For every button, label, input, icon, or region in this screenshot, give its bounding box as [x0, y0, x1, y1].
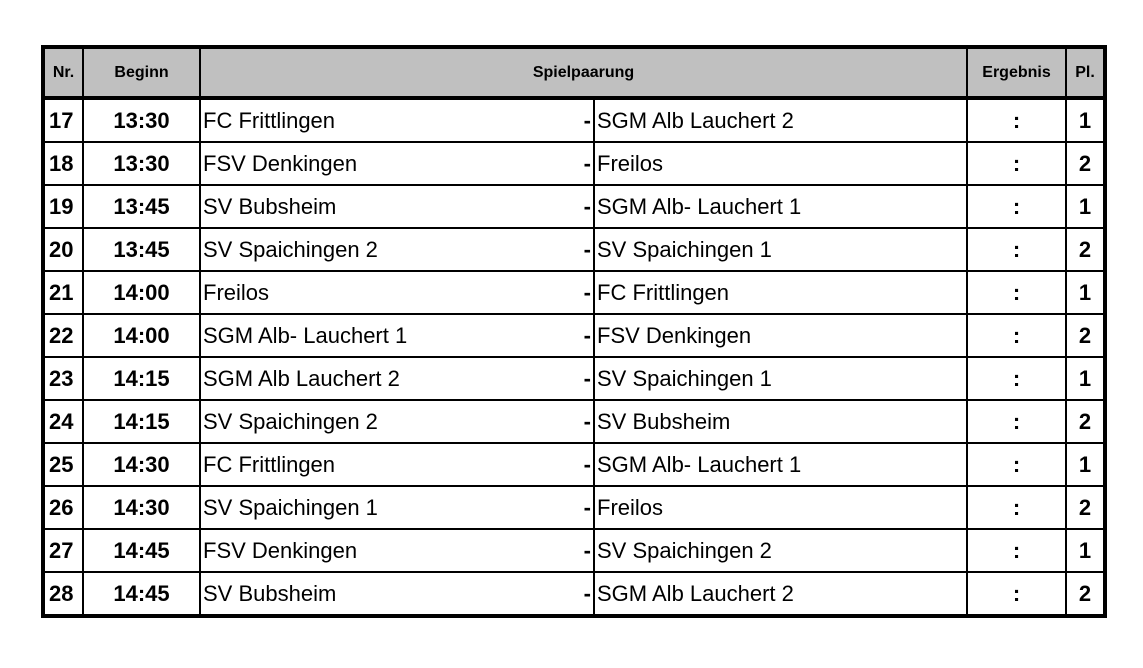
match-result: : [967, 271, 1066, 314]
away-team: SV Spaichingen 1 [594, 357, 967, 400]
header-nr: Nr. [43, 47, 83, 98]
table-row [43, 271, 1105, 314]
match-start-time: 13:30 [83, 98, 200, 142]
match-result: : [967, 142, 1066, 185]
match-schedule-table [41, 45, 1107, 618]
home-team-cell [200, 572, 594, 616]
pitch-number: 2 [1066, 314, 1105, 357]
table-row [43, 357, 1105, 400]
table-row [43, 228, 1105, 271]
home-team: Freilos [203, 279, 270, 305]
match-start-time: 13:45 [83, 185, 200, 228]
pairing-separator: - [583, 322, 591, 348]
table-row [43, 486, 1105, 529]
header-beginn: Beginn [83, 47, 200, 98]
match-start-time: 14:00 [83, 314, 200, 357]
away-team: SGM Alb Lauchert 2 [594, 98, 967, 142]
header-spielpaarung: Spielpaarung [200, 47, 967, 98]
match-number: 18 [43, 142, 83, 185]
match-result: : [967, 400, 1066, 443]
home-team: FSV Denkingen [203, 537, 358, 563]
table-row [43, 572, 1105, 616]
away-team: FC Frittlingen [594, 271, 967, 314]
home-team-cell [200, 185, 594, 228]
match-result: : [967, 357, 1066, 400]
pitch-number: 1 [1066, 271, 1105, 314]
away-team: SGM Alb Lauchert 2 [594, 572, 967, 616]
home-team-cell [200, 142, 594, 185]
pairing-separator: - [583, 279, 591, 305]
table-row [43, 142, 1105, 185]
match-result: : [967, 486, 1066, 529]
match-number: 20 [43, 228, 83, 271]
match-number: 26 [43, 486, 83, 529]
match-start-time: 13:30 [83, 142, 200, 185]
home-team-cell [200, 314, 594, 357]
header-pl: Pl. [1066, 47, 1105, 98]
pitch-number: 1 [1066, 529, 1105, 572]
match-number: 21 [43, 271, 83, 314]
pitch-number: 1 [1066, 185, 1105, 228]
pairing-separator: - [583, 537, 591, 563]
away-team: SGM Alb- Lauchert 1 [594, 443, 967, 486]
home-team-cell [200, 357, 594, 400]
home-team-cell [200, 486, 594, 529]
match-start-time: 14:00 [83, 271, 200, 314]
match-start-time: 14:30 [83, 443, 200, 486]
match-number: 19 [43, 185, 83, 228]
home-team-cell [200, 443, 594, 486]
home-team: FSV Denkingen [203, 150, 358, 176]
match-number: 25 [43, 443, 83, 486]
match-result: : [967, 98, 1066, 142]
pairing-separator: - [583, 236, 591, 262]
match-number: 22 [43, 314, 83, 357]
away-team: FSV Denkingen [594, 314, 967, 357]
pitch-number: 2 [1066, 400, 1105, 443]
match-number: 17 [43, 98, 83, 142]
match-start-time: 14:15 [83, 357, 200, 400]
match-result: : [967, 228, 1066, 271]
away-team: Freilos [594, 142, 967, 185]
home-team-cell [200, 228, 594, 271]
match-result: : [967, 185, 1066, 228]
match-number: 24 [43, 400, 83, 443]
pairing-separator: - [583, 365, 591, 391]
home-team-cell [200, 529, 594, 572]
home-team-cell [200, 271, 594, 314]
away-team: Freilos [594, 486, 967, 529]
home-team: FC Frittlingen [203, 451, 336, 477]
table-row [43, 443, 1105, 486]
pitch-number: 1 [1066, 98, 1105, 142]
away-team: SGM Alb- Lauchert 1 [594, 185, 967, 228]
match-start-time: 14:15 [83, 400, 200, 443]
away-team: SV Spaichingen 2 [594, 529, 967, 572]
pairing-separator: - [583, 451, 591, 477]
home-team: SGM Alb Lauchert 2 [203, 365, 400, 391]
table-row [43, 314, 1105, 357]
table-row [43, 529, 1105, 572]
match-start-time: 14:30 [83, 486, 200, 529]
match-result: : [967, 443, 1066, 486]
table-row [43, 98, 1105, 142]
pairing-separator: - [583, 494, 591, 520]
home-team-cell [200, 400, 594, 443]
home-team: SV Spaichingen 1 [203, 494, 378, 520]
pairing-separator: - [583, 408, 591, 434]
match-result: : [967, 572, 1066, 616]
home-team: SV Bubsheim [203, 580, 337, 606]
pairing-separator: - [583, 107, 591, 133]
pitch-number: 2 [1066, 142, 1105, 185]
pitch-number: 1 [1066, 357, 1105, 400]
pitch-number: 2 [1066, 486, 1105, 529]
away-team: SV Spaichingen 1 [594, 228, 967, 271]
home-team: SV Bubsheim [203, 193, 337, 219]
pairing-separator: - [583, 580, 591, 606]
header-ergebnis: Ergebnis [967, 47, 1066, 98]
home-team: SGM Alb- Lauchert 1 [203, 322, 408, 348]
home-team: FC Frittlingen [203, 107, 336, 133]
pitch-number: 1 [1066, 443, 1105, 486]
match-result: : [967, 314, 1066, 357]
match-number: 27 [43, 529, 83, 572]
pitch-number: 2 [1066, 572, 1105, 616]
pairing-separator: - [583, 150, 591, 176]
table-header-row [43, 47, 1105, 98]
match-start-time: 13:45 [83, 228, 200, 271]
match-number: 23 [43, 357, 83, 400]
pitch-number: 2 [1066, 228, 1105, 271]
home-team-cell [200, 98, 594, 142]
match-start-time: 14:45 [83, 572, 200, 616]
pairing-separator: - [583, 193, 591, 219]
table-row [43, 400, 1105, 443]
table-row [43, 185, 1105, 228]
away-team: SV Bubsheim [594, 400, 967, 443]
match-result: : [967, 529, 1066, 572]
match-number: 28 [43, 572, 83, 616]
home-team: SV Spaichingen 2 [203, 236, 378, 262]
table-body [43, 98, 1105, 616]
home-team: SV Spaichingen 2 [203, 408, 378, 434]
match-start-time: 14:45 [83, 529, 200, 572]
